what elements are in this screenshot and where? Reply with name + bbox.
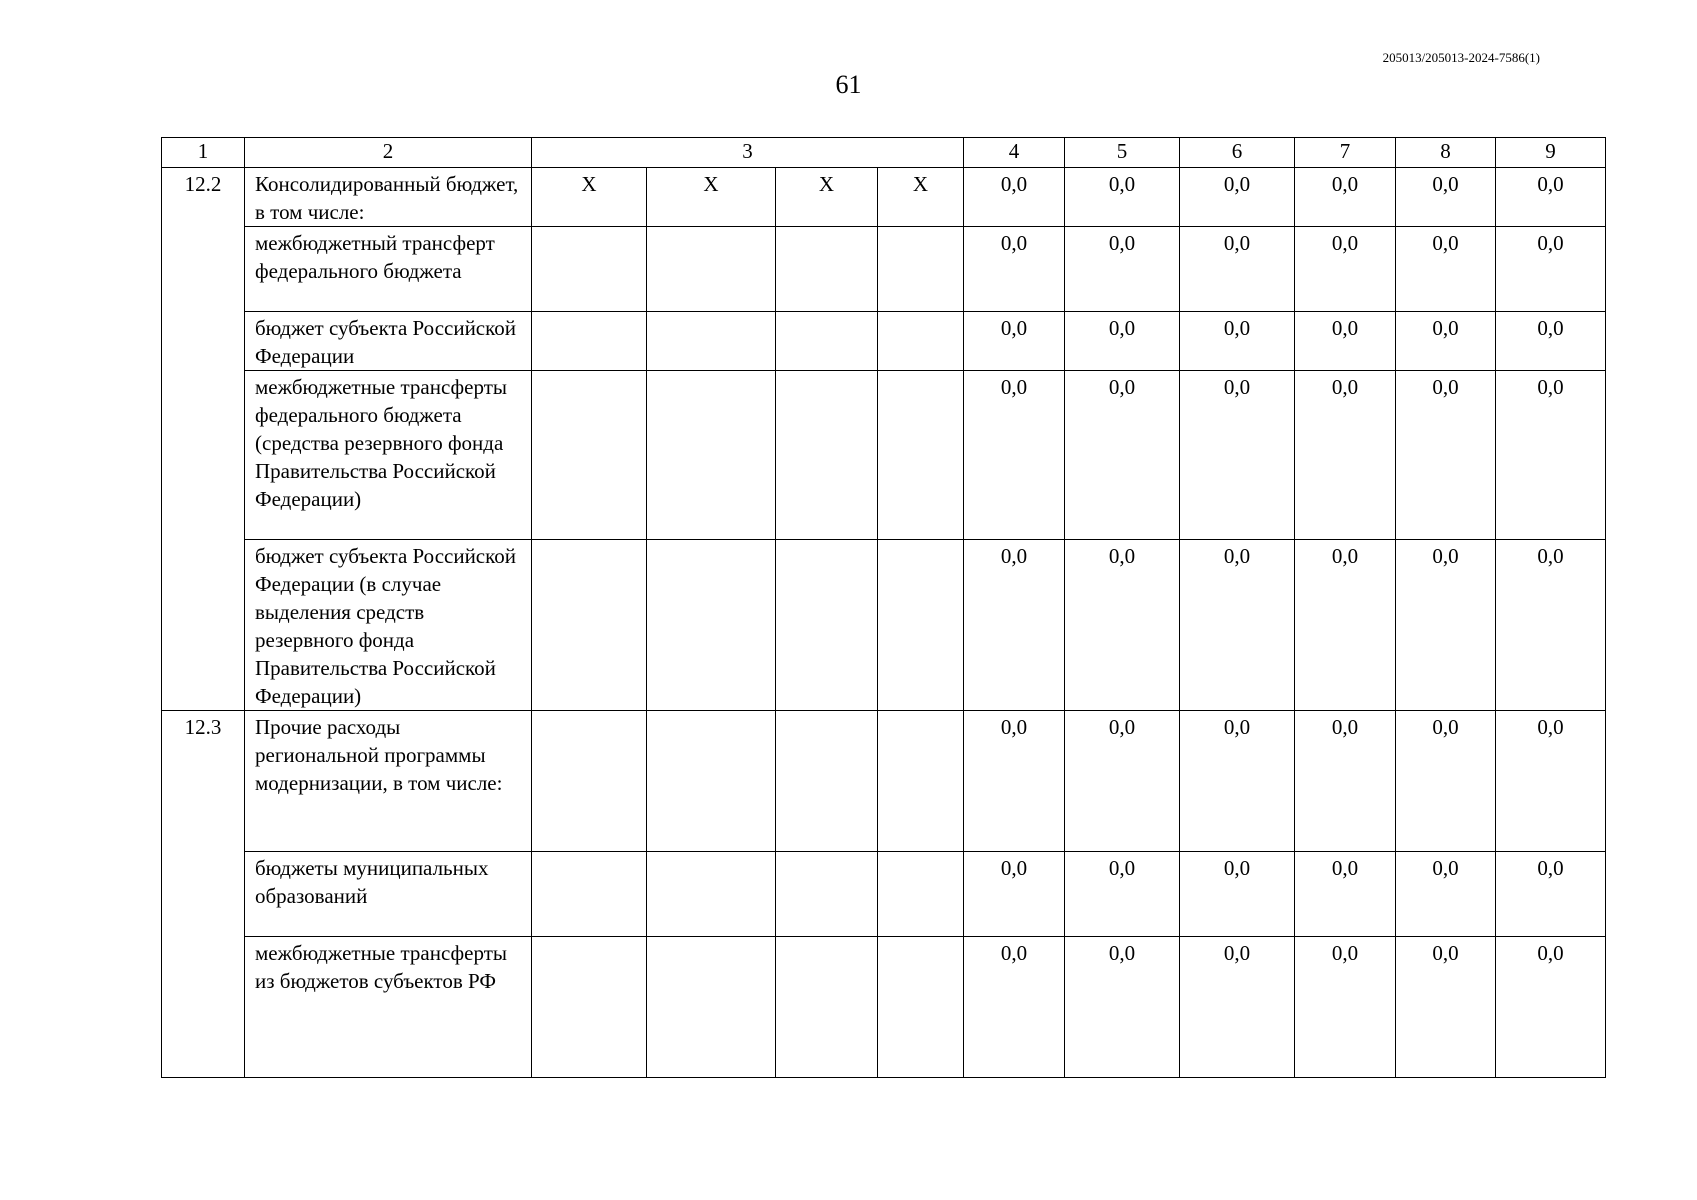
value-cell: 0,0 — [1295, 227, 1396, 312]
value-cell: 0,0 — [1496, 371, 1606, 540]
column-header: 8 — [1396, 138, 1496, 168]
empty-cell — [878, 937, 964, 1078]
empty-cell — [647, 312, 776, 371]
value-cell: 0,0 — [1180, 937, 1295, 1078]
value-cell: 0,0 — [1396, 371, 1496, 540]
row-label-cell: Прочие расходы региональной программы модернизации, в том числе: — [245, 711, 532, 852]
value-cell: 0,0 — [1180, 540, 1295, 711]
column-header: 3 — [532, 138, 964, 168]
table-row — [162, 937, 1606, 1078]
row-label-cell: бюджет субъекта Российской Федерации (в случае выделения средств резервного фонда Правительства Российской Федерации) — [245, 540, 532, 711]
column-header: 4 — [964, 138, 1065, 168]
column-header: 5 — [1065, 138, 1180, 168]
empty-cell — [532, 371, 647, 540]
document-id: 205013/205013-2024-7586(1) — [1382, 50, 1540, 65]
x-mark-cell: X — [878, 168, 964, 227]
empty-cell — [647, 937, 776, 1078]
table-row — [162, 168, 1606, 227]
value-cell: 0,0 — [1295, 852, 1396, 937]
empty-cell — [878, 852, 964, 937]
value-cell: 0,0 — [964, 937, 1065, 1078]
empty-cell — [776, 937, 878, 1078]
page-number: 61 — [835, 70, 862, 99]
value-cell: 0,0 — [1065, 540, 1180, 711]
value-cell: 0,0 — [1180, 371, 1295, 540]
empty-cell — [532, 312, 647, 371]
value-cell: 0,0 — [1396, 168, 1496, 227]
row-label-cell: межбюджетные трансферты из бюджетов субъектов РФ — [245, 937, 532, 1078]
value-cell: 0,0 — [964, 371, 1065, 540]
table-row — [162, 711, 1606, 852]
column-header: 6 — [1180, 138, 1295, 168]
value-cell: 0,0 — [1295, 937, 1396, 1078]
empty-cell — [532, 852, 647, 937]
row-label-cell: межбюджетный трансферт федерального бюджета — [245, 227, 532, 312]
row-number-cell: 12.3 — [162, 711, 245, 1078]
table-row — [162, 371, 1606, 540]
value-cell: 0,0 — [964, 852, 1065, 937]
column-header: 2 — [245, 138, 532, 168]
value-cell: 0,0 — [1065, 168, 1180, 227]
value-cell: 0,0 — [1295, 540, 1396, 711]
value-cell: 0,0 — [1180, 711, 1295, 852]
empty-cell — [532, 711, 647, 852]
value-cell: 0,0 — [1295, 371, 1396, 540]
table-row — [162, 852, 1606, 937]
value-cell: 0,0 — [1065, 312, 1180, 371]
empty-cell — [878, 540, 964, 711]
value-cell: 0,0 — [1180, 312, 1295, 371]
value-cell: 0,0 — [1295, 168, 1396, 227]
empty-cell — [532, 227, 647, 312]
value-cell: 0,0 — [1496, 852, 1606, 937]
value-cell: 0,0 — [1396, 540, 1496, 711]
value-cell: 0,0 — [1396, 852, 1496, 937]
value-cell: 0,0 — [1065, 711, 1180, 852]
value-cell: 0,0 — [1396, 937, 1496, 1078]
empty-cell — [647, 540, 776, 711]
value-cell: 0,0 — [1496, 312, 1606, 371]
x-mark-cell: X — [776, 168, 878, 227]
empty-cell — [878, 227, 964, 312]
value-cell: 0,0 — [964, 540, 1065, 711]
empty-cell — [776, 852, 878, 937]
value-cell: 0,0 — [1396, 312, 1496, 371]
column-header: 9 — [1496, 138, 1606, 168]
empty-cell — [647, 852, 776, 937]
value-cell: 0,0 — [1295, 711, 1396, 852]
empty-cell — [776, 540, 878, 711]
value-cell: 0,0 — [1180, 227, 1295, 312]
value-cell: 0,0 — [1496, 711, 1606, 852]
empty-cell — [776, 312, 878, 371]
empty-cell — [532, 937, 647, 1078]
value-cell: 0,0 — [1065, 937, 1180, 1078]
table-row — [162, 540, 1606, 711]
column-header: 1 — [162, 138, 245, 168]
empty-cell — [878, 371, 964, 540]
empty-cell — [532, 540, 647, 711]
value-cell: 0,0 — [1065, 852, 1180, 937]
empty-cell — [776, 371, 878, 540]
value-cell: 0,0 — [964, 168, 1065, 227]
value-cell: 0,0 — [1496, 168, 1606, 227]
empty-cell — [878, 312, 964, 371]
value-cell: 0,0 — [1180, 168, 1295, 227]
value-cell: 0,0 — [1180, 852, 1295, 937]
empty-cell — [776, 711, 878, 852]
value-cell: 0,0 — [1496, 227, 1606, 312]
table-row — [162, 227, 1606, 312]
x-mark-cell: X — [647, 168, 776, 227]
value-cell: 0,0 — [1496, 540, 1606, 711]
empty-cell — [647, 227, 776, 312]
value-cell: 0,0 — [1496, 937, 1606, 1078]
value-cell: 0,0 — [964, 711, 1065, 852]
x-mark-cell: X — [532, 168, 647, 227]
budget-table — [161, 137, 1606, 1078]
row-label-cell: бюджет субъекта Российской Федерации — [245, 312, 532, 371]
row-number-cell: 12.2 — [162, 168, 245, 711]
row-label-cell: бюджеты муниципальных образований — [245, 852, 532, 937]
row-label-cell: Консолидированный бюджет, в том числе: — [245, 168, 532, 227]
table-row — [162, 312, 1606, 371]
table-header-row — [162, 138, 1606, 168]
empty-cell — [647, 371, 776, 540]
value-cell: 0,0 — [1295, 312, 1396, 371]
empty-cell — [647, 711, 776, 852]
value-cell: 0,0 — [964, 227, 1065, 312]
row-label-cell: межбюджетные трансферты федерального бюджета (средства резервного фонда Правительства Российской Федерации) — [245, 371, 532, 540]
empty-cell — [878, 711, 964, 852]
value-cell: 0,0 — [1065, 371, 1180, 540]
value-cell: 0,0 — [1065, 227, 1180, 312]
value-cell: 0,0 — [1396, 711, 1496, 852]
value-cell: 0,0 — [1396, 227, 1496, 312]
empty-cell — [776, 227, 878, 312]
column-header: 7 — [1295, 138, 1396, 168]
value-cell: 0,0 — [964, 312, 1065, 371]
